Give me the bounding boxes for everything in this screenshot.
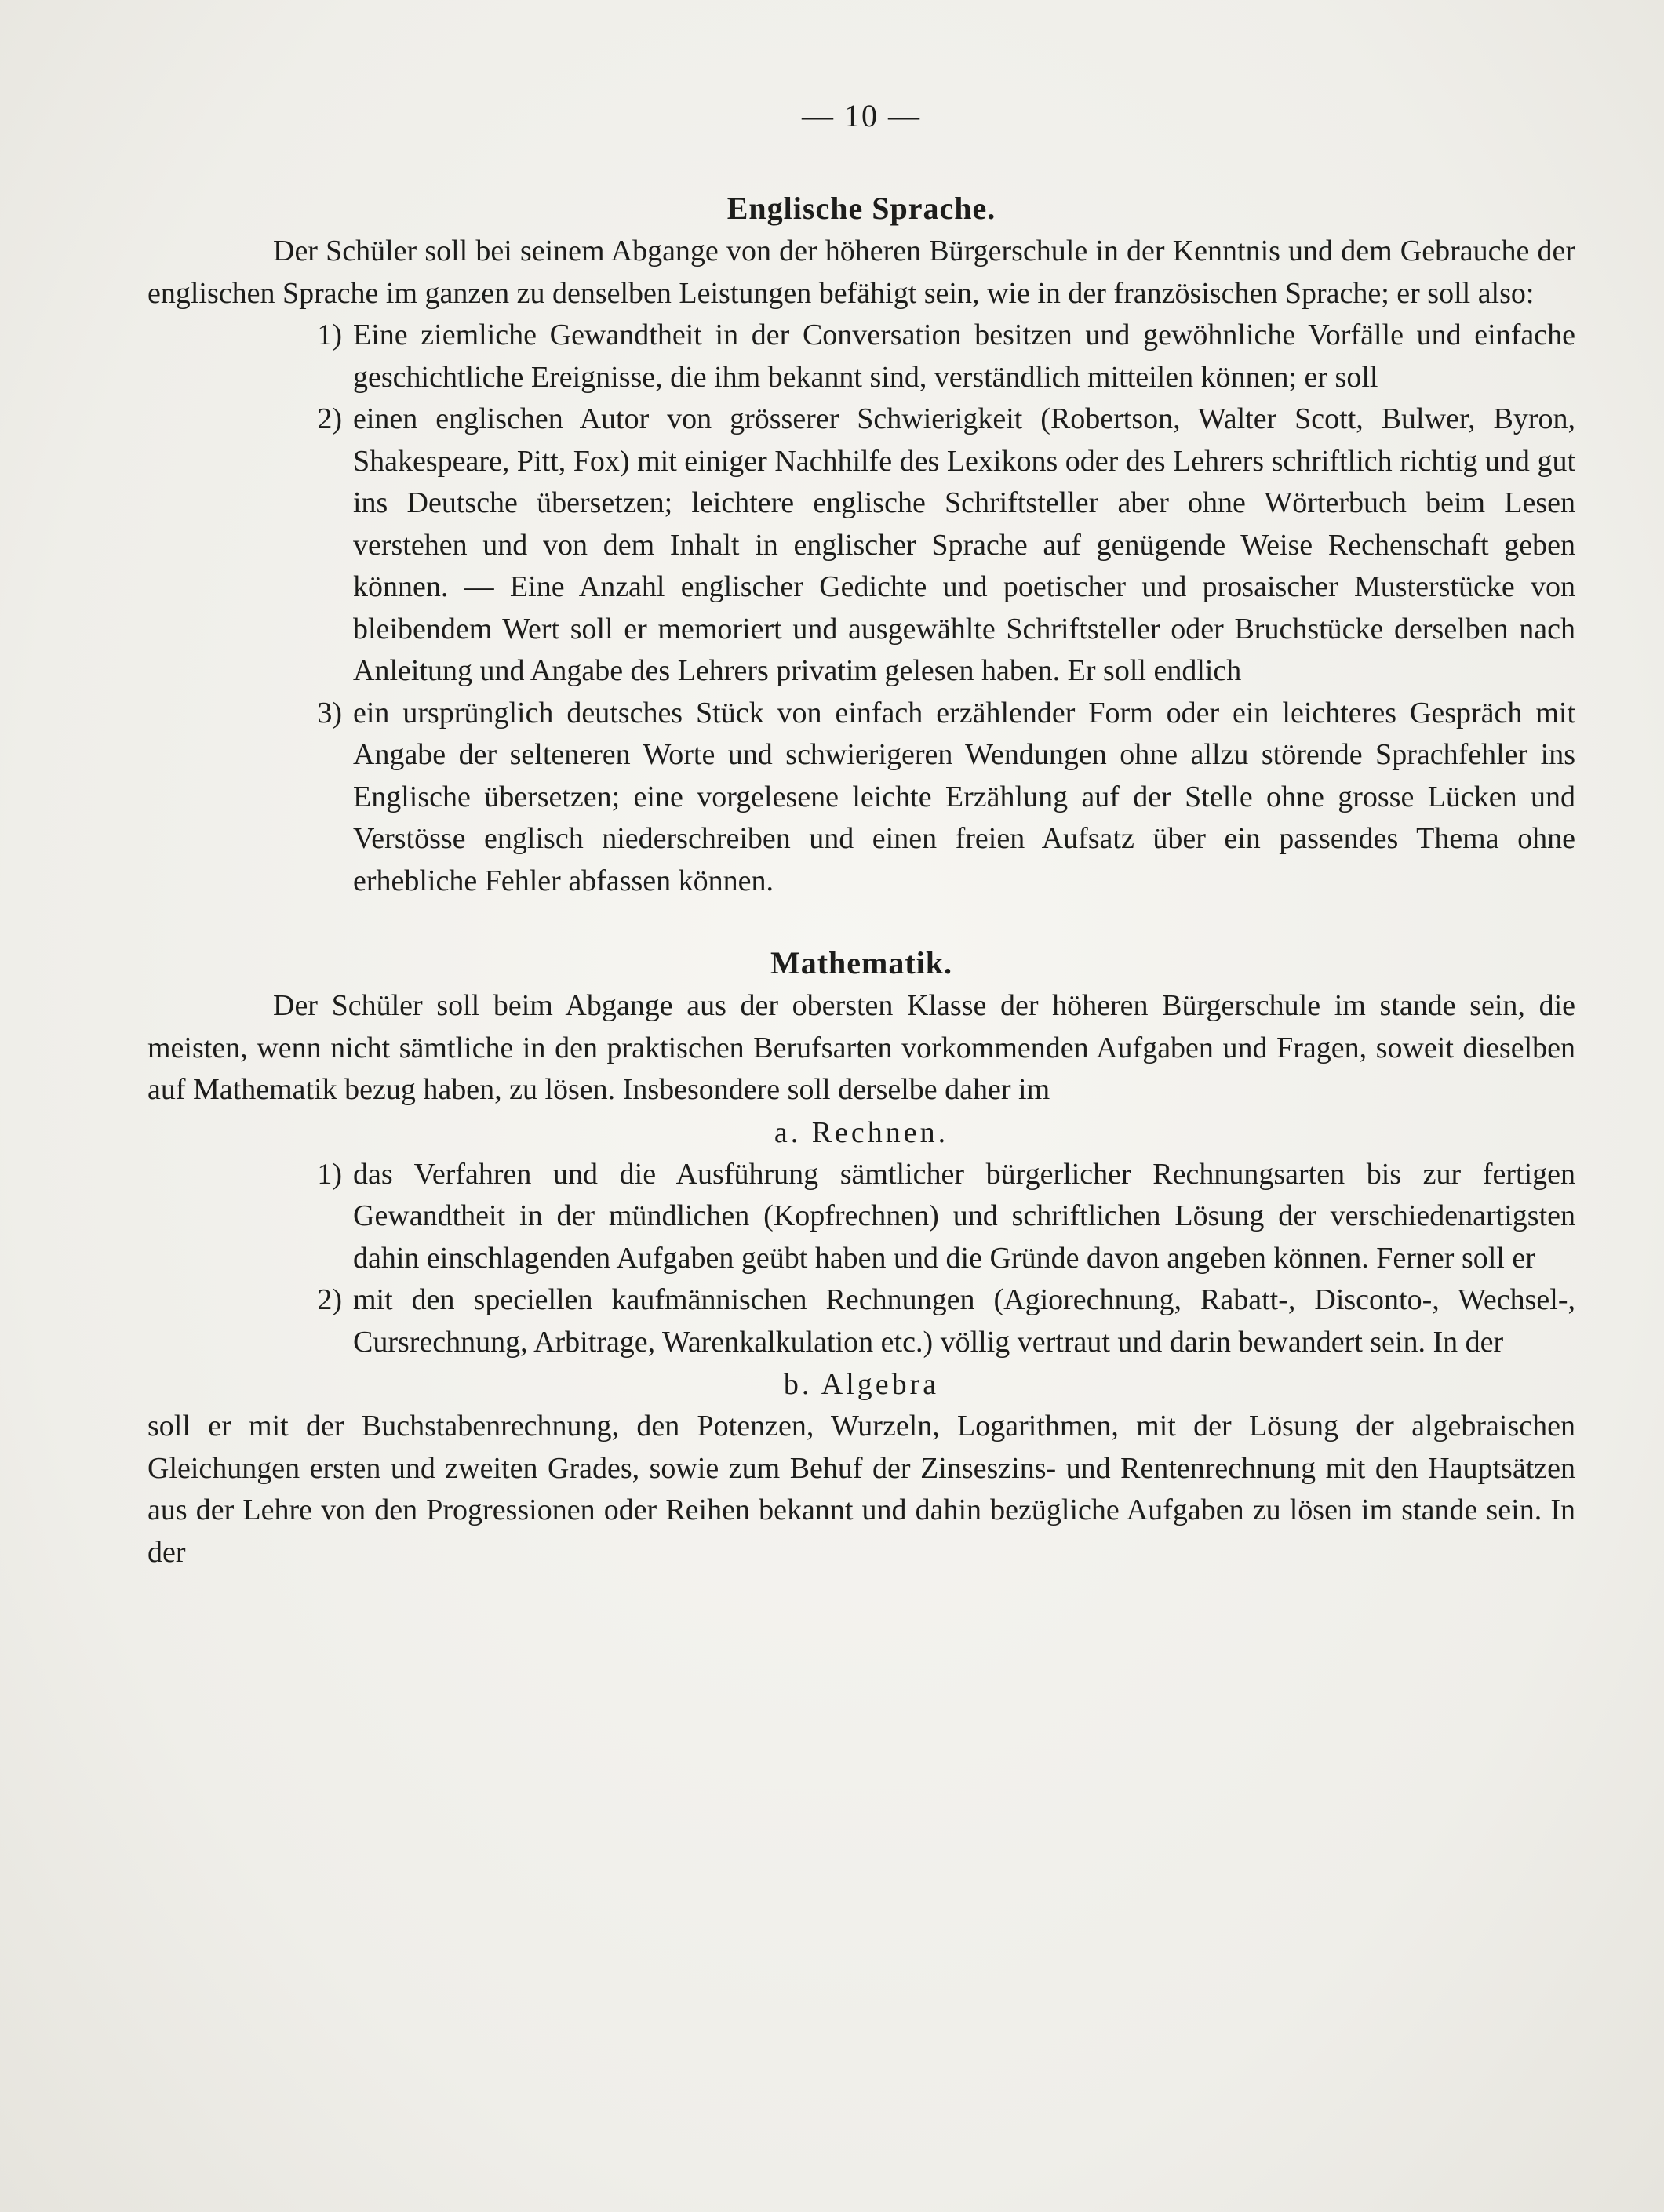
english-item-1 — [147, 315, 1575, 398]
section-title-math: Mathematik. — [770, 945, 953, 980]
rechnen-item-text: das Verfahren und die Ausführung sämtlicher bürgerlicher Rechnungsarten bis zur fertigen Gewandtheit in der mündlichen (Kopfrechnen) und schriftlichen Lösung der verschiedenartigsten dahin einschlagenden Aufgaben geübt haben und die Gründe davon angeben können. Ferner soll er — [353, 1157, 1575, 1275]
math-intro-paragraph: Der Schüler soll beim Abgange aus der obersten Klasse der höheren Bürgerschule im stande sein, die meisten, wenn nicht sämtliche in den praktischen Berufsarten vorkommenden Aufgaben und Fragen, soweit dieselben auf Mathematik bezug haben, zu lösen. Insbesondere soll derselbe daher im — [147, 989, 1575, 1106]
english-intro-paragraph: Der Schüler soll bei seinem Abgange von der höheren Bürgerschule in der Kenntnis und dem Gebrauche der englischen Sprache im ganzen zu denselben Leistungen befähigt sein, wie in der französischen Sprache; er soll also: — [147, 235, 1575, 310]
english-item-2 — [147, 398, 1575, 693]
english-item-text: ein ursprünglich deutsches Stück von einfach erzählender Form oder ein leichteres Gespräch mit Angabe der selteneren Worte und schwierigeren Wendungen ohne allzu störende Sprachfehler ins Englische übersetzen; eine vorgelesene leichte Erzählung auf der Stelle ohne grosse Lücken und Verstösse englisch niederschreiben und einen freien Aufsatz über ein passendes Thema ohne erhebliche Fehler abfassen können. — [353, 696, 1575, 897]
section-title-english: Englische Sprache. — [726, 191, 996, 226]
rechnen-item-text: mit den speciellen kaufmännischen Rechnungen (Agiorechnung, Rabatt-, Disconto-, Wechsel-, Cursrechnung, Arbitrage, Warenkalkulation etc.) völlig vertraut und darin bewandert sein. In der — [353, 1283, 1575, 1359]
subheading-algebra: b. Algebra — [783, 1368, 940, 1401]
page-number: — 10 — — [802, 98, 921, 133]
rechnen-item-number: 1) — [317, 1157, 342, 1191]
english-item-number: 2) — [317, 402, 342, 435]
english-item-text: Eine ziemliche Gewandtheit in der Conversation besitzen und gewöhnliche Vorfälle und einfache geschichtliche Ereignisse, die ihm bekannt sind, verständlich mitteilen können; er soll — [353, 318, 1575, 394]
rechnen-item-2 — [147, 1279, 1575, 1363]
english-item-text: einen englischen Autor von grösserer Schwierigkeit (Robertson, Walter Scott, Bulwer, Byron, Shakespeare, Pitt, Fox) mit einiger Nachhilfe des Lexikons oder des Lehrers schriftlich richtig und gut ins Deutsche übersetzen; leichtere englische Schriftsteller aber ohne Wörterbuch beim Lesen verstehen und von dem Inhalt in englischer Sprache auf genügende Weise Rechenschaft geben können. — Eine Anzahl englischer Gedichte und poetischer und prosaischer Musterstücke von bleibendem Wert soll er memoriert und ausgewählte Schriftsteller oder Bruchstücke derselben nach Anleitung und Angabe des Lehrers privatim gelesen haben. Er soll endlich — [353, 402, 1575, 687]
algebra-paragraph: soll er mit der Buchstabenrechnung, den Potenzen, Wurzeln, Logarithmen, mit der Lösung der algebraischen Gleichungen ersten und zweiten Grades, sowie zum Behuf der Zinseszins- und Rentenrechnung mit den Hauptsätzen aus der Lehre von den Progressionen oder Reihen bekannt und dahin bezügliche Aufgaben zu lösen im stande sein. In der — [147, 1410, 1575, 1569]
english-item-number: 3) — [317, 696, 342, 729]
rechnen-item-number: 2) — [317, 1283, 342, 1316]
section-gap — [147, 902, 1575, 941]
page-content — [147, 93, 1575, 1574]
rechnen-item-1 — [147, 1154, 1575, 1280]
english-item-number: 1) — [317, 318, 342, 351]
english-item-3 — [147, 693, 1575, 903]
subheading-rechnen: a. Rechnen. — [774, 1115, 949, 1149]
